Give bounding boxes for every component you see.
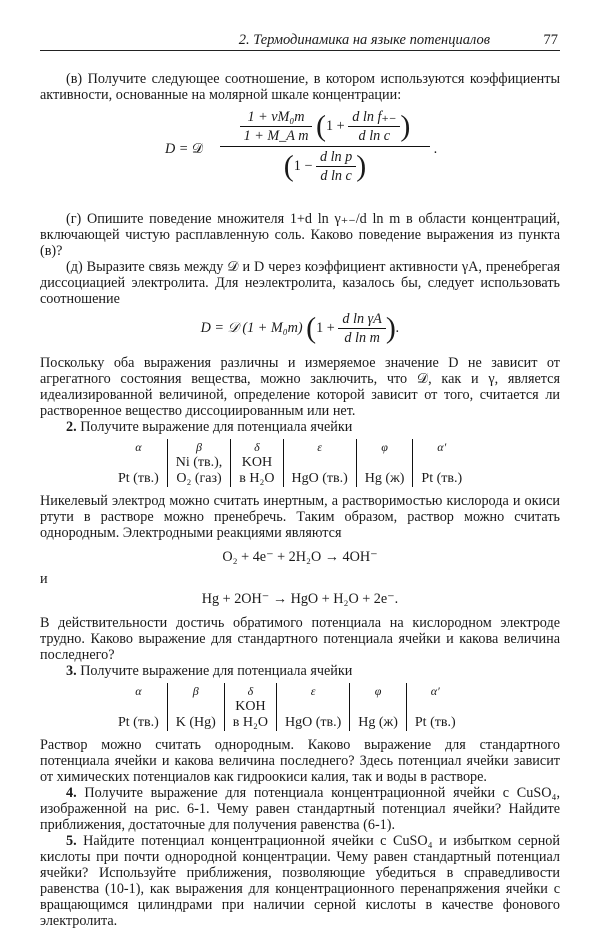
phase-label: α xyxy=(135,440,142,454)
phase-top xyxy=(350,699,407,715)
page xyxy=(40,30,560,929)
phase-top: Ni (тв.), xyxy=(167,455,231,471)
eq1-main-fraction: $\frac{\text{1 + νM₀m}}{\text{1 + M\_A m}}$ (1 + $\frac{\text{d ln f₊₋}}{\text{d ln c}}$ ) (1 − $\frac{\text{d ln p}}{\text{d ln c}}$ ) xyxy=(220,109,430,184)
paragraph-nickel: Никелевый электрод можно считать инертным, а растворимостью кислорода и окиси ртути в растворе можно пренебречь. Таким образом, раствор можно считать однородным. Электродными реакциями являются xyxy=(40,493,560,541)
phase-top: KOH xyxy=(224,699,276,715)
equation-2: D = 𝒟 (1 + M₀m) (1 + $\frac{\text{d ln γA}}{\text{d ln m}}$ ). xyxy=(200,311,400,346)
cell-diagram-2 xyxy=(110,683,464,731)
eq1-bottom-fraction: $\frac{\text{d ln p}}{\text{d ln c}}$ xyxy=(316,149,356,184)
phase-bottom: в H₂O xyxy=(224,715,276,731)
paragraph-since: Поскольку оба выражения различны и измеряемое значение D не зависит от агрегатного состояния вещества, можно заключить, что 𝒟, как и γ, является идеализированной величиной, определение которой зависит от того, считается ли растворенное вещество диссоциированным или нет. xyxy=(40,355,560,419)
eq1-inner-fraction: $\frac{\text{d ln f₊₋}}{\text{d ln c}}$ xyxy=(348,109,400,144)
phase-bottom: Pt (тв.) xyxy=(413,471,470,487)
phase-bottom: Pt (тв.) xyxy=(118,471,159,486)
paragraph-v: (в) Получите следующее соотношение, в котором используются коэффициенты активности, основанные на молярной шкале концентрации: xyxy=(40,71,560,103)
reaction-1: O₂ + 4e⁻ + 2H₂O → 4OH⁻ xyxy=(222,549,378,565)
phase-label: δ xyxy=(224,683,276,699)
reaction-2: Hg + 2OH⁻ → HgO + H₂O + 2e⁻. xyxy=(201,591,399,607)
eq2-fraction: $\frac{\text{d ln γA}}{\text{d ln m}}$ xyxy=(338,311,385,346)
phase-top xyxy=(110,455,167,471)
phase-top xyxy=(110,699,167,715)
phase-label: β xyxy=(167,683,224,699)
task-2: 2. Получите выражение для потенциала ячейки xyxy=(66,419,353,435)
running-head: 2. Термодинамика на языке потенциалов xyxy=(238,32,490,48)
eq2-lhs: D = 𝒟 (1 + M₀m) xyxy=(200,319,303,336)
phase-bottom: O₂ (газ) xyxy=(167,471,231,487)
phase-bottom: Pt (тв.) xyxy=(406,715,463,731)
paragraph-reality: В действительности достичь обратимого потенциала на кислородном электроде трудно. Каково выражение для стандартного потенциала ячейки и какова величина последнего? xyxy=(40,615,560,663)
eq2-open: 1 + xyxy=(316,319,335,336)
phase-label: φ xyxy=(350,683,407,699)
eq1-lhs: D = 𝒟 xyxy=(165,141,204,157)
phase-top xyxy=(413,455,470,471)
phase-bottom: Pt (тв.) xyxy=(118,715,159,730)
phase-top xyxy=(406,699,463,715)
phase-bottom: K (Hg) xyxy=(167,715,224,731)
task-3: 3. Получите выражение для потенциала ячейки xyxy=(66,663,353,679)
phase-label: ε xyxy=(277,683,350,699)
phase-label: α′ xyxy=(413,439,470,455)
phase-label: ε xyxy=(283,439,356,455)
phase-top xyxy=(283,455,356,471)
phase-bottom: Hg (ж) xyxy=(356,471,413,487)
phase-top xyxy=(167,699,224,715)
and-word: и xyxy=(40,571,48,587)
phase-top xyxy=(277,699,350,715)
task-4: 4. Получите выражение для потенциала концентрационной ячейки с CuSO₄, изображенной на рис. 6-1. Чему равен стандартный потенциал ячейки? Найдите приближения, достаточные для получения равенства (6-1). xyxy=(40,785,560,833)
phase-bottom: в H₂O xyxy=(231,471,283,487)
phase-bottom: HgO (тв.) xyxy=(277,715,350,731)
task-5: 5. Найдите потенциал концентрационной ячейки с CuSO₄ и избытком серной кислоты при почти однородной концентрации. Чему равен стандартный потенциал ячейки? Используйте приближения, позволяющие убедиться в справедливости равенства (10-1), как выражения для концентрационного перенапряжения ячейки с вращающимся цилиндрами при наличии серной кислоты в качестве фонового электролита. xyxy=(40,833,560,929)
eq1-left-fraction: $\frac{\text{1 + νM₀m}}{\text{1 + M\_A m}}$ xyxy=(240,109,313,144)
eq2-tail: . xyxy=(395,319,400,336)
phase-top xyxy=(356,455,413,471)
phase-bottom: Hg (ж) xyxy=(350,715,407,731)
page-number: 77 xyxy=(543,32,558,48)
phase-label: β xyxy=(167,439,231,455)
paragraph-g: (г) Опишите поведение множителя 1+d ln γ₊₋/d ln m в области концентраций, включающей чистую расплавленную соль. Каково поведение выражения из пункта (в)? xyxy=(40,211,560,259)
phase-label: α′ xyxy=(406,683,463,699)
cell-diagram-1 xyxy=(110,439,470,487)
phase-label: α xyxy=(135,684,142,698)
equation-1 xyxy=(40,109,560,205)
page-header xyxy=(40,30,560,51)
phase-label: δ xyxy=(231,439,283,455)
phase-top: KOH xyxy=(231,455,283,471)
paragraph-solution: Раствор можно считать однородным. Каково выражение для стандартного потенциала ячейки и какова величина последнего? Здесь потенциал ячейки зависит от химических потенциалов как гидроокиси калия, так и воды в растворе. xyxy=(40,737,560,785)
paragraph-d: (д) Выразите связь между 𝒟 и D через коэффициент активности γA, пренебрегая диссоциацией электролита. Для неэлектролита, казалось бы, следует использовать соотношение xyxy=(40,259,560,307)
phase-label: φ xyxy=(356,439,413,455)
phase-bottom: HgO (тв.) xyxy=(283,471,356,487)
eq1-tail: . xyxy=(434,141,438,157)
